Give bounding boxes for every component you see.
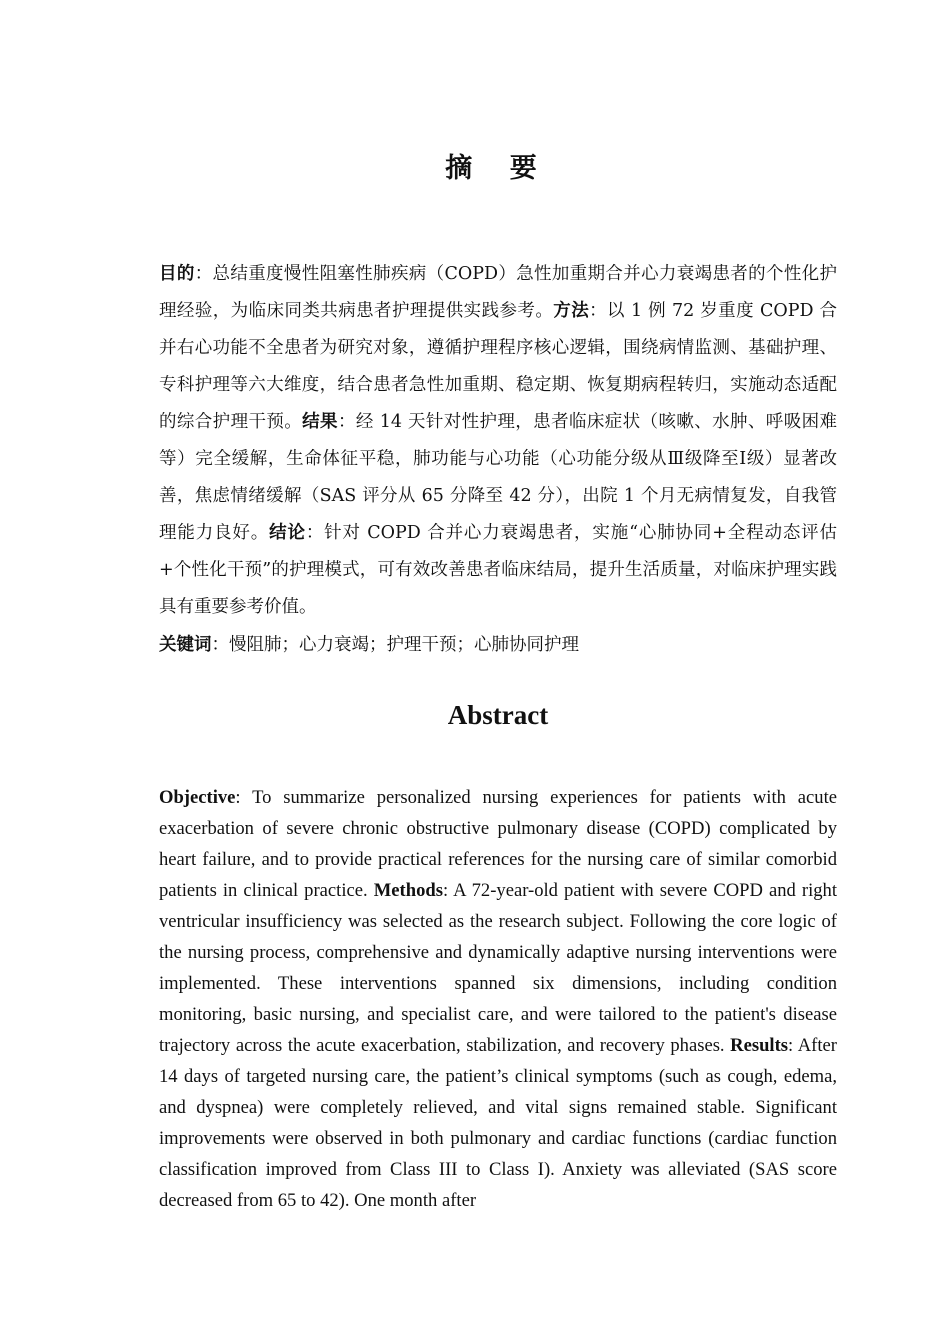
keywords-text-cn: ：慢阻肺；心力衰竭；护理干预；心肺协同护理: [211, 635, 579, 655]
results-label-cn: 结果: [302, 412, 338, 432]
english-abstract-title: Abstract: [447, 700, 549, 730]
objective-label-cn: 目的: [159, 264, 195, 284]
methods-text-cn: ：以 1 例 72 岁重度 COPD 合并右心功能不全患者为研究对象，遵循护理程序核心逻辑，围绕病情监测、基础护理、专科护理等六大维度，结合患者急性加重期、稳定期、恢复期病程转归，实施动态适配的综合护理干预。: [159, 301, 838, 432]
english-abstract-body: [159, 782, 837, 1216]
results-text-en: : After 14 days of targeted nursing care, the patient’s clinical symptoms (such as cough, edema, and dyspnea) were completely relieved, and vital signs remained stable. Significant improvements were observed in both pulmonary and cardiac functions (cardiac function classification improved from Class III to Class I). Anxiety was alleviated (SAS score decreased from 65 to 42). One month after: [159, 1035, 837, 1211]
results-text-cn: ：经 14 天针对性护理，患者临床症状（咳嗽、水肿、呼吸困难等）完全缓解，生命体征平稳，肺功能与心功能（心功能分级从Ⅲ级降至Ⅰ级）显著改善，焦虑情绪缓解（SAS 评分从 65 分降至 42 分），出院 1 个月无病情复发，自我管理能力良好。: [159, 412, 837, 543]
objective-text-cn: ：总结重度慢性阻塞性肺疾病（COPD）急性加重期合并心力衰竭患者的个性化护理经验，为临床同类共病患者护理提供实践参考。: [159, 264, 837, 321]
conclusion-text-cn: ：针对 COPD 合并心力衰竭患者，实施“心肺协同+全程动态评估+个性化干预”的护理模式，可有效改善患者临床结局，提升生活质量，对临床护理实践具有重要参考价值。: [159, 523, 838, 617]
chinese-abstract-title: 摘 要: [445, 153, 551, 184]
keywords-label-cn: 关键词: [159, 635, 212, 655]
methods-label-en: Methods: [373, 880, 443, 901]
objective-text-en: : To summarize personalized nursing experiences for patients with acute exacerbation of severe chronic obstructive pulmonary disease (COPD) complicated by heart failure, and to provide practical references for the nursing care of similar comorbid patients in clinical practice.: [159, 787, 837, 901]
methods-label-cn: 方法: [553, 301, 590, 321]
results-label-en: Results: [730, 1035, 789, 1056]
keywords-cn: [159, 628, 837, 662]
objective-label-en: Objective: [159, 787, 236, 808]
methods-text-en: : A 72-year-old patient with severe COPD and right ventricular insufficiency was selected as the research subject. Following the core logic of the nursing process, comprehensive and dynamically adaptive nursing interventions were implemented. These interventions spanned six dimensions, including condition monitoring, basic nursing, and specialist care, and were tailored to the patient's disease trajectory across the acute exacerbation, stabilization, and recovery phases.: [159, 880, 838, 1056]
conclusion-label-cn: 结论: [269, 523, 306, 543]
chinese-abstract-body: [159, 256, 837, 626]
